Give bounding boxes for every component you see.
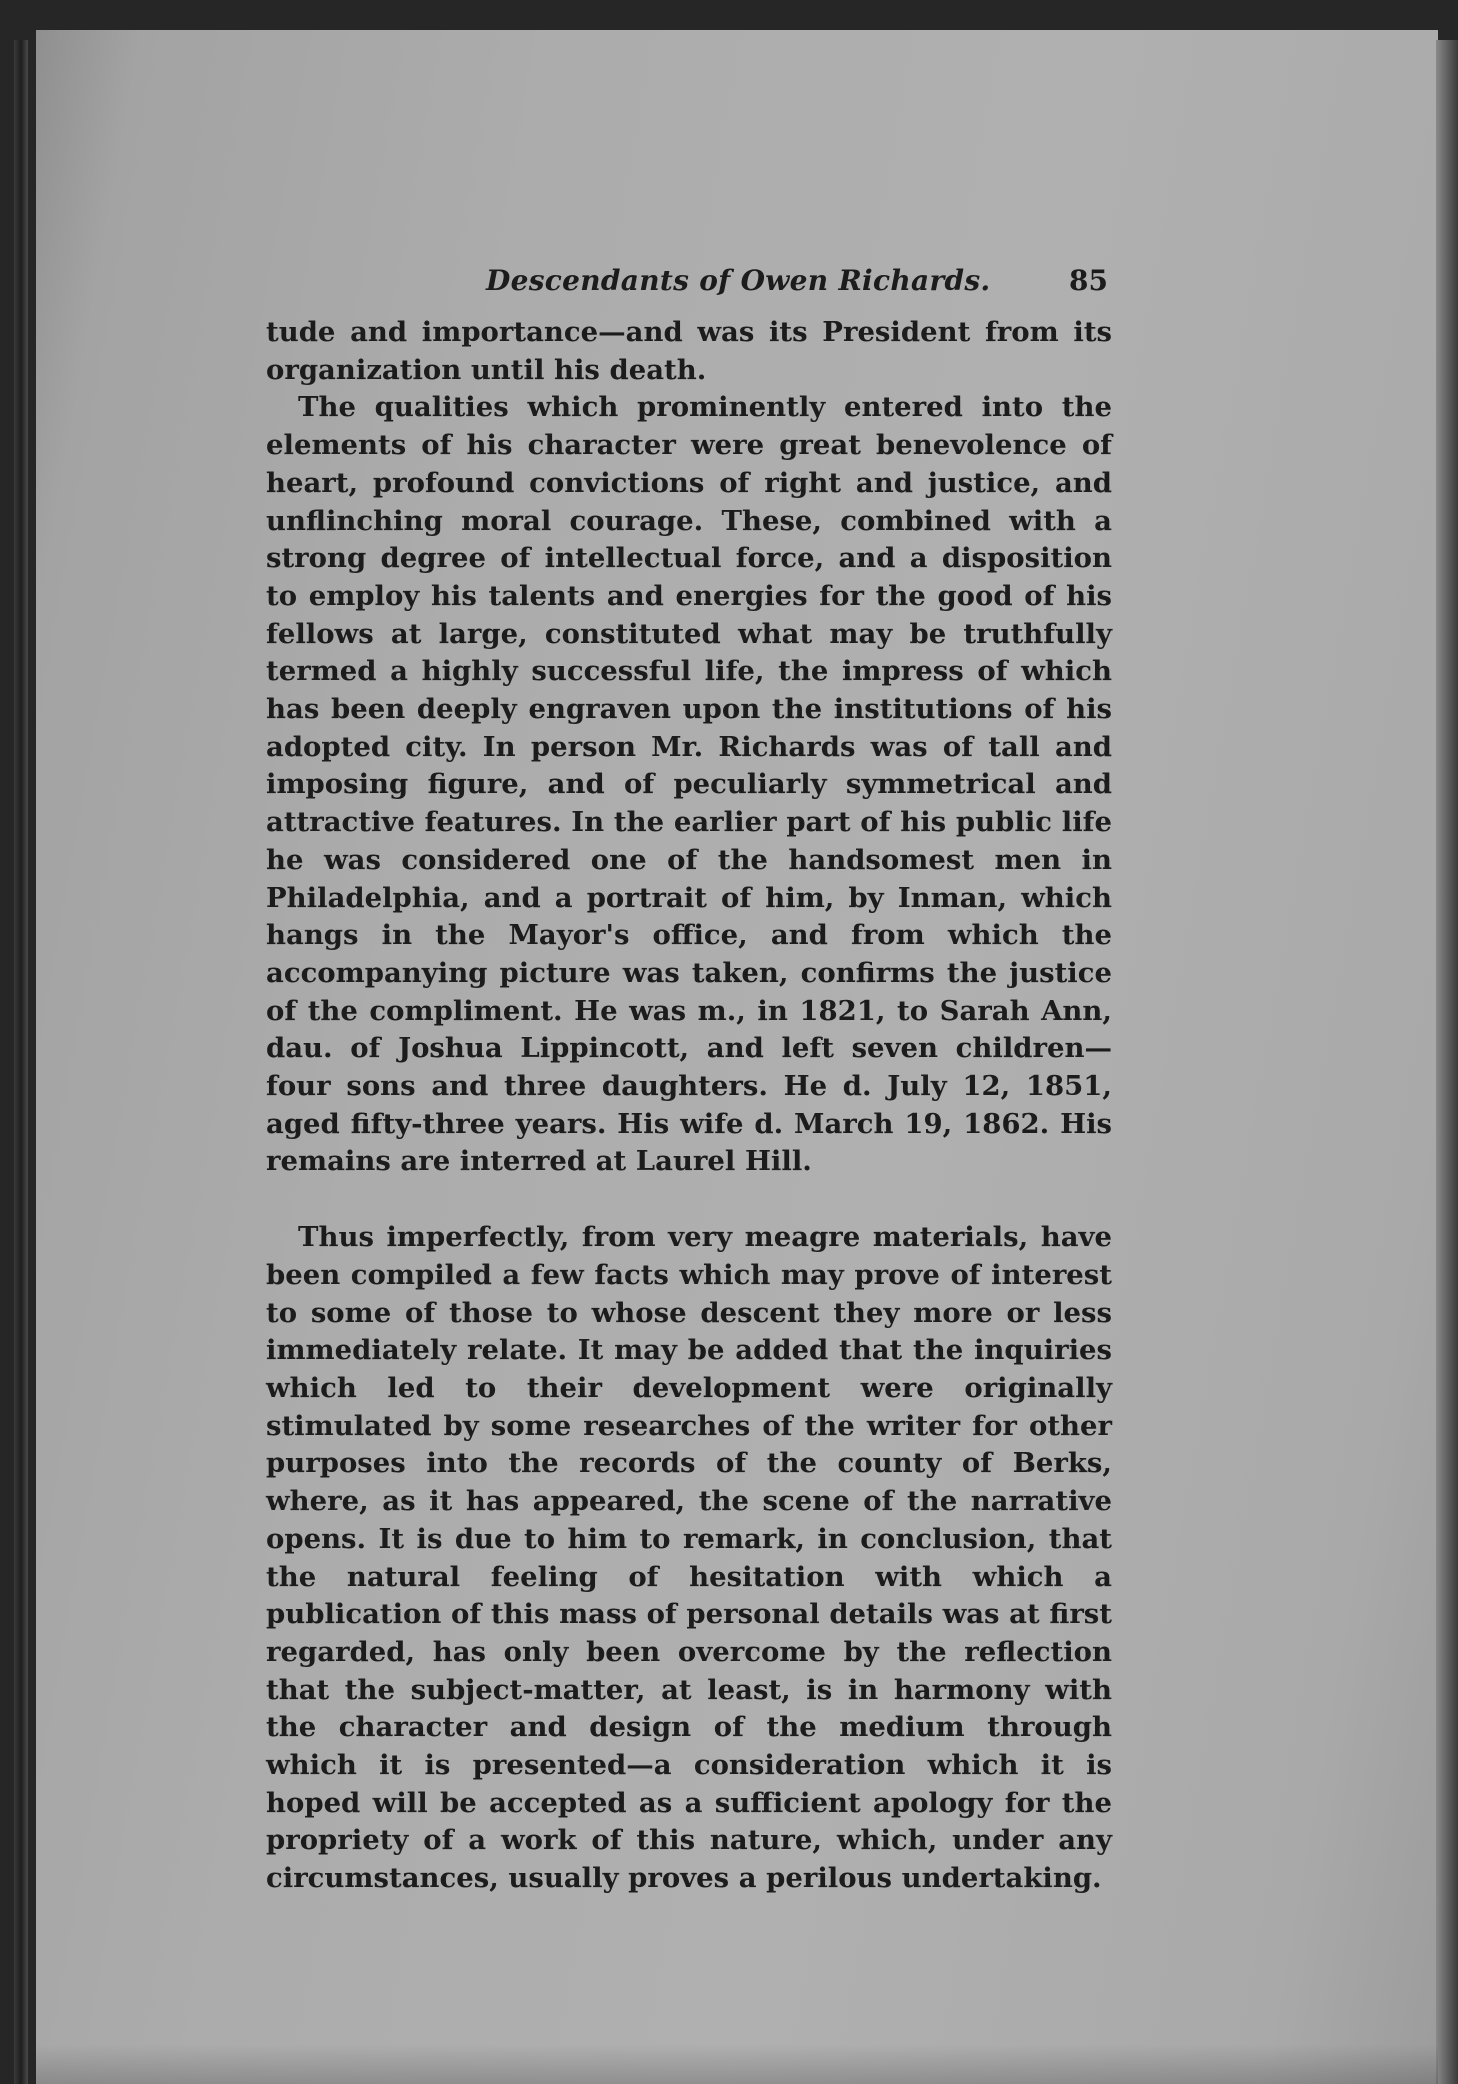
page-right-edge (1436, 40, 1458, 2084)
book-spine (14, 40, 28, 2084)
page-bottom-shadow (36, 2044, 1438, 2084)
page-number: 85 (1069, 264, 1108, 297)
running-head (266, 262, 1112, 314)
paragraph-character: The qualities which prominently entered into the elements of his character were great benevolence of heart, profound convictions of right and justice, and unflinching moral courage. These, combined with a strong degree of intellectual force, and a disposition to employ his talents and energies for the good of his fellows at large, constituted what may be truthfully termed a highly successful life, the impress of which has been deeply engraven upon the institutions of his adopted city. In person Mr. Richards was of tall and imposing figure, and of peculiarly symmetrical and attractive features. In the earlier part of his public life he was considered one of the handsomest men in Philadelphia, and a portrait of him, by Inman, which hangs in the Mayor's office, and from which the accompanying picture was taken, confirms the justice of the compliment. He was m., in 1821, to Sarah Ann, dau. of Joshua Lippincott, and left seven children—four sons and three daughters. He d. July 12, 1851, aged fifty-three years. His wife d. March 19, 1862. His remains are interred at Laurel Hill. (266, 391, 1112, 1178)
paragraph-continued: tude and importance—and was its President from its organization until his death. (266, 316, 1112, 386)
running-title: Descendants of Owen Richards. (486, 264, 991, 297)
paragraph-conclusion: Thus imperfectly, from very meagre materials, have been compiled a few facts which may prove of interest to some of those to whose descent they more or less immediately relate. It may be added that the inquiries which led to their development were originally stimulated by some researches of the writer for other purposes into the records of the county of Berks, where, as it has appeared, the scene of the narrative opens. It is due to him to remark, in conclusion, that the natural feeling of hesitation with which a publication of this mass of personal details was at first regarded, has only been overcome by the reflection that the subject-matter, at least, is in harmony with the character and design of the medium through which it is presented—a consideration which it is hoped will be accepted as a sufficient apology for the propriety of a work of this nature, which, under any circumstances, usually proves a perilous undertaking. (266, 1221, 1112, 1895)
page-text (266, 262, 1112, 1898)
section-gap (266, 1181, 1112, 1219)
